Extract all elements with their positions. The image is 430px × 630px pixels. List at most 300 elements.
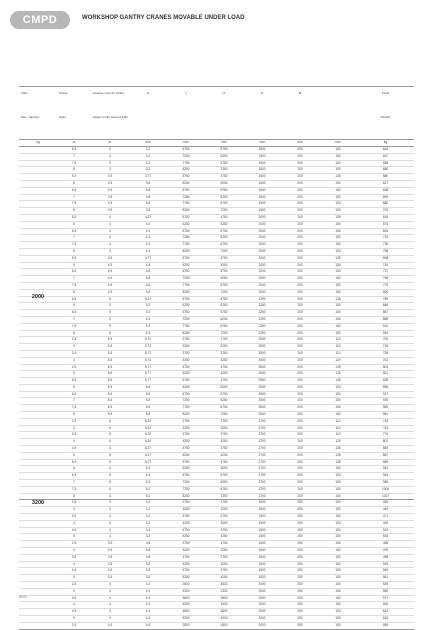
table-cell: 4.3 — [145, 242, 151, 247]
table-cell: 3.77 — [144, 174, 152, 179]
table-cell: 613 — [382, 609, 389, 614]
table-cell: 6750 — [182, 187, 190, 192]
table-cell: 561 — [382, 575, 389, 580]
table-cell: 6 — [109, 459, 111, 464]
table-cell: 4.8 — [145, 262, 151, 267]
table-cell: 200 — [297, 371, 303, 376]
table-cell: 4.8 — [145, 289, 151, 294]
table-cell: 476 — [382, 548, 389, 553]
table-cell: 2800 — [220, 595, 228, 600]
table-cell: 6.5 — [71, 310, 77, 315]
table-cell: 250 — [297, 588, 303, 593]
table-row — [19, 256, 414, 263]
table-row — [19, 528, 414, 535]
table-cell: 736 — [382, 242, 389, 247]
table-cell: 6750 — [182, 269, 190, 274]
table-cell: 2800 — [182, 622, 190, 627]
brand-logo: CMPD — [10, 11, 70, 29]
table-cell: 150 — [335, 167, 341, 172]
table-cell: 150 — [335, 194, 341, 199]
col-height: Hauteur sous fer (HSF) Height under beam (HUB) — [93, 91, 128, 119]
table-cell: 1500 — [258, 180, 266, 185]
table-cell: 821 — [382, 371, 389, 376]
table-cell: 637 — [382, 153, 389, 158]
table-cell: 200 — [297, 473, 303, 478]
table-cell: 4250 — [220, 575, 228, 580]
table-cell: 150 — [335, 473, 341, 478]
table-cell: 6.22 — [144, 432, 152, 437]
table-row — [19, 269, 414, 276]
capacity-label: 3200 — [31, 499, 45, 506]
table-cell: 449 — [382, 507, 389, 512]
table-cell: 4.5 — [71, 364, 77, 369]
table-row — [19, 208, 414, 215]
table-cell: 3.5 — [107, 541, 113, 546]
table-cell: 2500 — [258, 405, 266, 410]
table-cell: 135 — [335, 371, 341, 376]
table-cell: 2700 — [258, 466, 266, 471]
unit-cell: mm — [221, 140, 227, 144]
table-row — [19, 602, 414, 609]
table-row — [19, 446, 414, 453]
table-cell: 3.3 — [145, 527, 151, 532]
table-cell: 634 — [382, 615, 389, 620]
table-cell: 5.3 — [145, 310, 151, 315]
table-cell: 2.5 — [71, 622, 77, 627]
table-row — [19, 161, 414, 168]
table-cell: 200 — [297, 405, 303, 410]
col-weight: Poids Weight — [380, 91, 391, 119]
table-cell: 2500 — [258, 337, 266, 342]
table-cell: 6750 — [220, 323, 228, 328]
table-cell: 6 — [73, 221, 75, 226]
table-cell: 5.5 — [71, 174, 77, 179]
table-cell: 250 — [297, 527, 303, 532]
table-row — [19, 188, 414, 195]
table-cell: 1006 — [381, 486, 390, 491]
table-cell: 6.3 — [145, 473, 151, 478]
table-cell: 3250 — [220, 357, 228, 362]
table-cell: 3 — [109, 520, 111, 525]
table-header — [19, 86, 414, 140]
table-cell: 150 — [335, 622, 341, 627]
table-cell: 250 — [297, 609, 303, 614]
table-cell: 4250 — [220, 371, 228, 376]
table-cell: 200 — [297, 235, 303, 240]
table-cell: 4250 — [220, 534, 228, 539]
table-cell: 150 — [335, 602, 341, 607]
table-cell: 540 — [382, 568, 389, 573]
table-cell: 200 — [297, 208, 303, 213]
table-cell: 1800 — [220, 622, 228, 627]
table-cell: 6.24 — [144, 439, 152, 444]
table-cell: 3.5 — [107, 180, 113, 185]
table-cell: 1500 — [258, 534, 266, 539]
table-cell: 8250 — [182, 248, 190, 253]
table-cell: 4.27 — [144, 214, 152, 219]
table-cell: 200 — [297, 480, 303, 485]
table-row — [19, 582, 414, 589]
table-cell: 3750 — [220, 527, 228, 532]
table-cell: 150 — [335, 384, 341, 389]
table-cell: 200 — [297, 459, 303, 464]
table-cell: 5.5 — [107, 337, 113, 342]
table-row — [19, 331, 414, 338]
table-cell: 702 — [382, 208, 389, 213]
table-row — [19, 378, 414, 385]
table-cell: 7250 — [182, 316, 190, 321]
table-row — [19, 392, 414, 399]
table-cell: 513 — [382, 527, 389, 532]
table-row — [19, 154, 414, 161]
table-cell: 5250 — [182, 452, 190, 457]
table-cell: 2000 — [258, 595, 266, 600]
table-cell: 5.3 — [145, 323, 151, 328]
table-row — [19, 426, 414, 433]
table-cell: 3.8 — [145, 180, 151, 185]
table-row — [19, 201, 414, 208]
table-cell: 135 — [335, 459, 341, 464]
table-cell: 110 — [335, 425, 341, 430]
table-cell: 867 — [382, 452, 389, 457]
table-cell: 2700 — [258, 486, 266, 491]
table-cell: 2700 — [258, 425, 266, 430]
unit-cell: mm — [183, 140, 189, 144]
table-cell: 200 — [297, 248, 303, 253]
table-cell: 4 — [109, 235, 111, 240]
page-title: WORKSHOP GANTRY CRANES MOVABLE UNDER LOAD — [82, 15, 245, 21]
table-cell: 4.5 — [107, 262, 113, 267]
table-cell: 4 — [73, 357, 75, 362]
table-cell: 4250 — [220, 452, 228, 457]
table-cell: 2750 — [182, 500, 190, 505]
table-cell: 110 — [335, 432, 341, 437]
table-cell: 150 — [335, 507, 341, 512]
table-cell: 150 — [335, 330, 341, 335]
table-row — [19, 541, 414, 548]
table-cell: 4.5 — [107, 269, 113, 274]
table-cell: 2250 — [220, 548, 228, 553]
table-row — [19, 344, 414, 351]
table-cell: 5250 — [220, 384, 228, 389]
table-cell: 3.5 — [71, 432, 77, 437]
table-cell: 4.5 — [71, 446, 77, 451]
table-cell: 4750 — [220, 378, 228, 383]
table-cell: 3750 — [182, 350, 190, 355]
table-cell: 4.8 — [145, 622, 151, 627]
table-cell: 5750 — [182, 214, 190, 219]
table-cell: 6.3 — [145, 486, 151, 491]
table-cell: 3.3 — [145, 514, 151, 519]
table-cell: 7250 — [220, 248, 228, 253]
table-cell: 150 — [335, 391, 341, 396]
table-cell: 150 — [335, 262, 341, 267]
table-cell: 6 — [109, 418, 111, 423]
table-cell: 4250 — [182, 561, 190, 566]
table-cell: 2700 — [258, 432, 266, 437]
table-cell: 4 — [109, 609, 111, 614]
table-cell: 5.5 — [107, 391, 113, 396]
table-row — [19, 283, 414, 290]
table-cell: 2250 — [258, 330, 266, 335]
table-cell: 4.3 — [145, 588, 151, 593]
table-cell: 5.8 — [145, 384, 151, 389]
table-cell: 2250 — [258, 310, 266, 315]
table-cell: 1027 — [381, 493, 390, 498]
table-cell: 659 — [382, 194, 389, 199]
table-cell: 7.5 — [71, 486, 77, 491]
table-cell: 6 — [109, 452, 111, 457]
table-cell: 2000 — [258, 622, 266, 627]
table-cell: 4.3 — [145, 595, 151, 600]
table-cell: 592 — [382, 602, 389, 607]
unit-cell: mm — [335, 140, 341, 144]
table-row — [19, 324, 414, 331]
table-cell: 6750 — [182, 147, 190, 151]
table-cell: 8250 — [182, 167, 190, 172]
table-cell: 6250 — [182, 466, 190, 471]
table-cell: 250 — [297, 520, 303, 525]
table-cell: 6 — [109, 446, 111, 451]
table-cell: 150 — [335, 221, 341, 226]
table-cell: 6250 — [220, 276, 228, 281]
table-cell: 6750 — [182, 391, 190, 396]
col-capacity: CWL Max. capacity — [21, 91, 40, 119]
table-cell: 8 — [73, 167, 75, 172]
units-row — [19, 140, 414, 147]
table-row — [19, 616, 414, 623]
table-cell: 2500 — [258, 344, 266, 349]
table-cell: 748 — [382, 418, 389, 423]
table-cell: 250 — [297, 622, 303, 627]
table-cell: 150 — [335, 316, 341, 321]
table-cell: 6250 — [220, 480, 228, 485]
table-cell: 110 — [335, 418, 341, 423]
table-cell: 5.8 — [145, 412, 151, 417]
table-cell: 200 — [297, 289, 303, 294]
table-cell: 1500 — [258, 500, 266, 505]
table-cell: 150 — [335, 412, 341, 417]
table-cell: 150 — [335, 575, 341, 580]
table-cell: 2000 — [258, 269, 266, 274]
table-cell: 5.27 — [144, 296, 152, 301]
table-cell: 1750 — [220, 418, 228, 423]
table-cell: 7250 — [220, 289, 228, 294]
table-cell: 3.8 — [145, 568, 151, 573]
table-cell: 7750 — [182, 201, 190, 206]
table-cell: 3.8 — [145, 561, 151, 566]
table-cell: 6.22 — [144, 425, 152, 430]
table-cell: 5250 — [220, 466, 228, 471]
table-cell: 200 — [297, 201, 303, 206]
table-cell: 3.3 — [145, 147, 151, 151]
table-cell: 150 — [335, 303, 341, 308]
table-cell: 2000 — [258, 602, 266, 607]
table-row — [19, 439, 414, 446]
table-cell: 910 — [382, 323, 389, 328]
table-cell: 889 — [382, 316, 389, 321]
table-cell: 4.3 — [145, 602, 151, 607]
table-cell: 5.77 — [144, 371, 152, 376]
table-cell: 1500 — [258, 561, 266, 566]
table-cell: 471 — [382, 514, 389, 519]
table-cell: 200 — [297, 378, 303, 383]
table-cell: 3.5 — [107, 575, 113, 580]
table-cell: 3250 — [182, 425, 190, 430]
table-cell: 3 — [109, 514, 111, 519]
table-cell: 200 — [297, 147, 303, 151]
table-cell: 150 — [335, 398, 341, 403]
table-cell: 963 — [382, 473, 389, 478]
table-cell: 135 — [335, 214, 341, 219]
table-cell: 8 — [73, 289, 75, 294]
table-cell: 150 — [335, 248, 341, 253]
table-cell: 5.72 — [144, 344, 152, 349]
table-cell: 5.8 — [145, 391, 151, 396]
table-cell: 150 — [335, 568, 341, 573]
table-cell: 6250 — [182, 262, 190, 267]
table-cell: 6 — [109, 473, 111, 478]
table-cell: 3.5 — [107, 568, 113, 573]
table-cell: 839 — [382, 378, 389, 383]
table-row — [19, 398, 414, 405]
table-cell: 7750 — [182, 405, 190, 410]
table-cell: 3 — [73, 548, 75, 553]
table-cell: 135 — [335, 378, 341, 383]
table-cell: 250 — [297, 554, 303, 559]
table-cell: 150 — [335, 582, 341, 586]
table-cell: 6.5 — [71, 147, 77, 151]
table-cell: 2500 — [258, 364, 266, 369]
table-cell: 150 — [335, 466, 341, 471]
table-cell: 150 — [335, 500, 341, 505]
table-cell: 200 — [297, 262, 303, 267]
table-cell: 2.5 — [71, 541, 77, 546]
table-cell: 150 — [335, 514, 341, 519]
table-row — [19, 405, 414, 412]
table-cell: 6.3 — [145, 493, 151, 498]
table-cell: 8 — [73, 493, 75, 498]
table-cell: 5750 — [220, 310, 228, 315]
table-cell: 3.5 — [71, 554, 77, 559]
table-cell: 4750 — [182, 446, 190, 451]
table-cell: 2000 — [258, 582, 266, 586]
table-row — [19, 453, 414, 460]
table-cell: 3.5 — [107, 554, 113, 559]
table-cell: 7 — [73, 153, 75, 158]
table-cell: 8 — [73, 412, 75, 417]
table-cell: 917 — [382, 391, 389, 396]
table-cell: 2000 — [258, 221, 266, 226]
col-l1: L1 — [222, 91, 226, 95]
table-cell: 200 — [297, 180, 303, 185]
table-row — [19, 596, 414, 603]
spec-table — [19, 86, 414, 630]
table-cell: 4.3 — [145, 228, 151, 233]
table-cell: 3.3 — [145, 167, 151, 172]
table-cell: 3.5 — [107, 194, 113, 199]
table-row — [19, 575, 414, 582]
table-cell: 4750 — [182, 527, 190, 532]
table-cell: 3800 — [182, 595, 190, 600]
table-cell: 774 — [382, 432, 389, 437]
table-cell: 150 — [335, 269, 341, 274]
table-cell: 8 — [73, 248, 75, 253]
table-cell: 2250 — [258, 316, 266, 321]
table-cell: 761 — [382, 357, 389, 362]
table-cell: 5 — [73, 615, 75, 620]
table-cell: 5750 — [220, 147, 228, 151]
table-cell: 7750 — [182, 160, 190, 165]
table-cell: 5250 — [182, 534, 190, 539]
table-cell: 5.5 — [71, 296, 77, 301]
table-cell: 200 — [297, 174, 303, 179]
table-cell: 6 — [73, 262, 75, 267]
table-cell: 7.5 — [71, 282, 77, 287]
table-cell: 200 — [297, 466, 303, 471]
table-cell: 5.5 — [107, 378, 113, 383]
table-cell: 2500 — [258, 371, 266, 376]
table-cell: 849 — [382, 446, 389, 451]
table-row — [19, 466, 414, 473]
table-cell: 4750 — [220, 174, 228, 179]
table-row — [19, 460, 414, 467]
table-cell: 1500 — [258, 575, 266, 580]
table-cell: 7 — [73, 276, 75, 281]
table-cell: 885 — [382, 459, 389, 464]
table-cell: 5 — [109, 296, 111, 301]
table-cell: 200 — [297, 432, 303, 437]
unit-cell: kg — [383, 140, 388, 144]
table-cell: 4 — [109, 588, 111, 593]
table-cell: 2000 — [258, 242, 266, 247]
table-cell: 3 — [109, 167, 111, 172]
table-cell: 135 — [335, 296, 341, 301]
table-cell: 2500 — [258, 357, 266, 362]
table-cell: 200 — [297, 228, 303, 233]
table-cell: 4.5 — [71, 568, 77, 573]
table-cell: 5.8 — [145, 398, 151, 403]
table-cell: 6.5 — [71, 473, 77, 478]
table-cell: 6 — [109, 466, 111, 471]
table-cell: 150 — [335, 310, 341, 315]
table-cell: 200 — [297, 282, 303, 287]
table-cell: 5750 — [220, 187, 228, 192]
table-cell: 150 — [335, 235, 341, 240]
table-cell: 3 — [73, 425, 75, 430]
table-cell: 200 — [297, 194, 303, 199]
table-cell: 5 — [73, 452, 75, 457]
table-cell: 4750 — [182, 568, 190, 573]
table-cell: 200 — [297, 221, 303, 226]
table-cell: 4 — [109, 582, 111, 586]
table-row — [19, 317, 414, 324]
table-cell: 4 — [109, 214, 111, 219]
unit-cell: m — [72, 140, 76, 144]
table-cell: 2250 — [220, 507, 228, 512]
table-cell: 658 — [382, 160, 389, 165]
table-cell: 1500 — [258, 520, 266, 525]
col-b: Ø — [298, 91, 302, 95]
table-cell: 7750 — [182, 323, 190, 328]
table-cell: 200 — [297, 255, 303, 260]
table-cell: 6750 — [182, 310, 190, 315]
table-cell: 1500 — [258, 160, 266, 165]
table-cell: 4300 — [220, 615, 228, 620]
table-row — [19, 555, 414, 562]
table-cell: 2700 — [258, 480, 266, 485]
table-cell: 250 — [297, 534, 303, 539]
